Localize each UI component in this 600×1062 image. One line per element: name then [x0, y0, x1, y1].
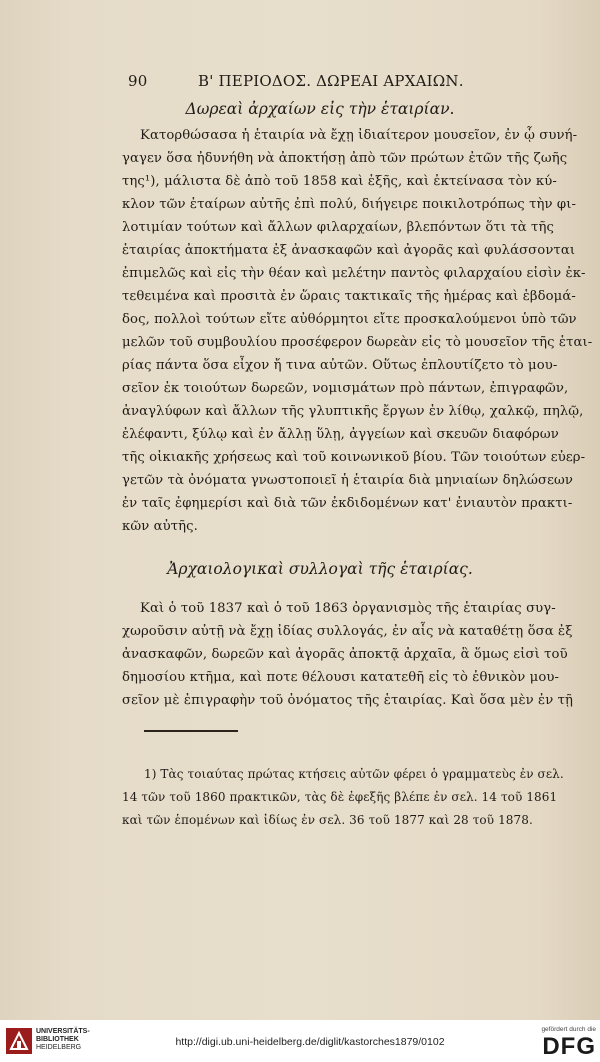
- text-line: ἀνασκαφῶν, δωρεῶν καὶ ἀγορᾶς ἀποκτᾷ ἀρχαῖα, ἃ ὅμως εἰσὶ τοῦ: [122, 647, 568, 662]
- text-line: κῶν αὐτῆς.: [122, 519, 198, 534]
- text-line: ἐπιμελῶς καὶ εἰς τὴν θέαν καὶ μελέτην παντὸς φιλαρχαίου εἰσὶν ἐκ-: [122, 266, 586, 281]
- footnote-line: καὶ τῶν ἑπομένων καὶ ἰδίως ἐν σελ. 36 τοῦ 1877 καὶ 28 τοῦ 1878.: [122, 813, 533, 827]
- library-logo[interactable]: [6, 1028, 96, 1058]
- text-line: μελῶν τοῦ συμβουλίου προσέφερον δωρεὰν εἰς τὸ μουσεῖον τῆς ἑται-: [122, 335, 593, 350]
- text-line: κλον τῶν ἑταίρων αὐτῆς ἐπὶ πολύ, διήγειρε ποικιλοτρόπως τὴν φι-: [122, 197, 577, 212]
- text-line: ἀναγλύφων καὶ ἄλλων τῆς γλυπτικῆς ἔργων ἐν λίθῳ, χαλκῷ, πηλῷ,: [122, 404, 584, 419]
- page-header: [118, 72, 522, 96]
- footnote-line: 14 τῶν τοῦ 1860 πρακτικῶν, τὰς δὲ ἐφεξῆς βλέπε ἐν σελ. 14 τοῦ 1861: [122, 790, 558, 804]
- text-line: σεῖον ἐκ τοιούτων δωρεῶν, νομισμάτων πρὸ πάντων, ἐπιγραφῶν,: [122, 381, 569, 396]
- page-number: 90: [128, 72, 148, 90]
- text-line: χωροῦσιν αὐτῇ νὰ ἔχῃ ἰδίας συλλογάς, ἐν αἷς νὰ καταθέτῃ ὅσα ἐξ: [122, 624, 573, 639]
- text-line: δος, πολλοὶ τούτων εἴτε αὐθόρμητοι εἴτε προσκαλούμενοι ὑπὸ τῶν: [122, 312, 577, 327]
- text-line: της¹), μάλιστα δὲ ἀπὸ τοῦ 1858 καὶ ἑξῆς, καὶ ἐκτείνασα τὸν κύ-: [122, 174, 557, 189]
- text-line: ρίας πάντα ὅσα εἶχον ἤ τινα αὐτῶν. Οὕτως ἐπλουτίζετο τὸ μου-: [122, 358, 558, 373]
- text-line: ἐλέφαντι, ξύλῳ καὶ ἐν ἄλλῃ ὕλῃ, ἀγγείων καὶ σκευῶν διαφόρων: [122, 427, 559, 442]
- dfg-logo[interactable]: DFG: [542, 1033, 596, 1060]
- digitization-url-link[interactable]: http://digi.ub.uni-heidelberg.de/diglit/kastorches1879/0102: [175, 1036, 445, 1048]
- footnote-rule: [144, 730, 238, 732]
- text-line: Κατορθώσασα ἡ ἑταιρία νὰ ἔχῃ ἰδιαίτερον μουσεῖον, ἐν ᾧ συνή-: [140, 128, 578, 143]
- running-title: Β' ΠΕΡΙΟΔΟΣ. ΔΩΡΕΑΙ ΑΡΧΑΙΩΝ.: [198, 72, 464, 90]
- text-line: γαγεν ὅσα ἠδυνήθη νὰ ἀποκτήσῃ ἀπὸ τῶν πρώτων ἐτῶν τῆς ζωῆς: [122, 151, 568, 166]
- library-name-line1: UNIVERSITÄTS-: [36, 1028, 90, 1035]
- library-name-line2: BIBLIOTHEK: [36, 1036, 79, 1043]
- library-name-line3: HEIDELBERG: [36, 1044, 82, 1051]
- funding-caption: gefördert durch die: [541, 1026, 596, 1033]
- library-seal-icon: [6, 1028, 32, 1054]
- section-title-donations: Δωρεαὶ ἀρχαίων εἰς τὴν ἑταιρίαν.: [185, 100, 455, 118]
- text-line: δημοσίου κτῆμα, καὶ ποτε θέλουσι κατατεθῆ εἰς τὸ ἐθνικὸν μου-: [122, 670, 560, 685]
- text-line: ἑταιρίας ἀποκτήματα ἐξ ἀνασκαφῶν καὶ ἀγορᾶς καὶ φυλάσσονται: [122, 243, 576, 258]
- text-line: τεθειμένα καὶ προσιτὰ ἐν ὥραις τακτικαῖς τῆς ἡμέρας καὶ ἑβδομά-: [122, 289, 576, 304]
- text-line: ἐν ταῖς ἐφημερίσι καὶ διὰ τῶν ἐκδιδομένων κατ' ἐνιαυτὸν πρακτι-: [122, 496, 573, 511]
- text-line: σεῖον μὲ ἐπιγραφὴν τοῦ ὀνόματος τῆς ἑταιρίας. Καὶ ὅσα μὲν ἐν τῇ: [122, 693, 574, 708]
- text-line: Καὶ ὁ τοῦ 1837 καὶ ὁ τοῦ 1863 ὀργανισμὸς τῆς ἑταιρίας συγ-: [140, 601, 556, 616]
- text-line: τῆς οἰκιακῆς χρήσεως καὶ τοῦ κοινωνικοῦ βίου. Τῶν τοιούτων εὐερ-: [122, 450, 586, 465]
- text-line: γετῶν τὰ ὀνόματα γνωστοποιεῖ ἡ ἑταιρία διὰ μηνιαίων δηλώσεων: [122, 473, 574, 488]
- section-title-collections: Ἀρχαιολογικαὶ συλλογαὶ τῆς ἑταιρίας.: [167, 560, 473, 578]
- footnote-line: 1) Τὰς τοιαύτας πρώτας κτήσεις αὐτῶν φέρει ὁ γραμματεὺς ἐν σελ.: [144, 767, 564, 781]
- text-line: λοτιμίαν τούτων καὶ ἄλλων φιλαρχαίων, βλεπόντων ὅτι τὰ τῆς: [122, 220, 554, 235]
